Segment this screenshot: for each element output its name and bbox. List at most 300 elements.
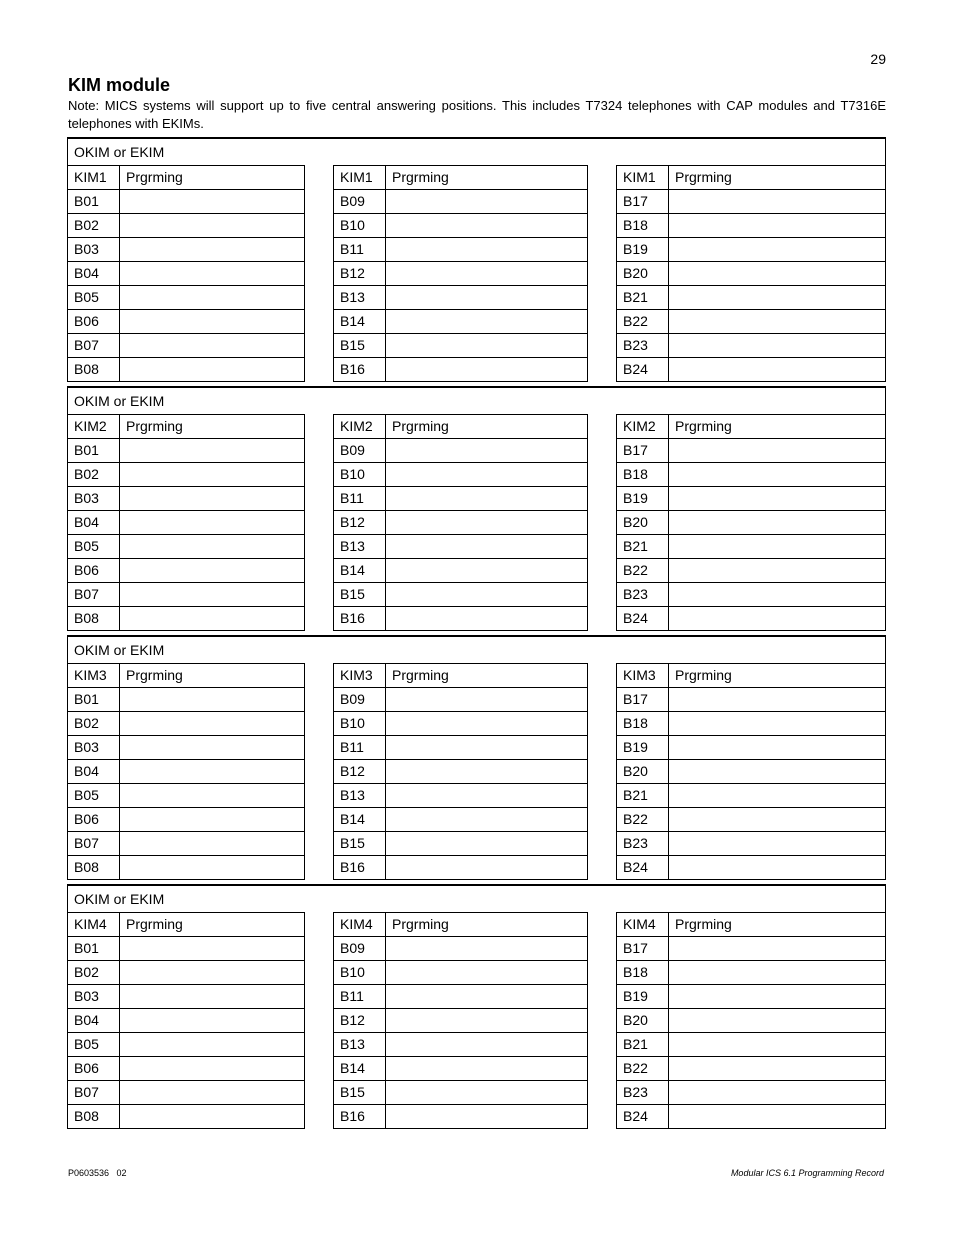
- table-row: [617, 1081, 886, 1105]
- button-number: B19: [617, 985, 669, 1009]
- button-number: B09: [334, 190, 386, 214]
- button-number: B04: [68, 1009, 120, 1033]
- button-number: B16: [334, 1105, 386, 1129]
- programming-entry-cell[interactable]: [120, 439, 305, 463]
- button-number: B17: [617, 190, 669, 214]
- programming-entry-cell[interactable]: [669, 334, 886, 358]
- button-number: B11: [334, 985, 386, 1009]
- button-number: B17: [617, 937, 669, 961]
- table-row: [334, 937, 588, 961]
- table-row: [334, 310, 588, 334]
- programming-entry-cell[interactable]: [669, 961, 886, 985]
- programming-entry-cell[interactable]: [669, 1033, 886, 1057]
- programming-entry-cell[interactable]: [120, 559, 305, 583]
- programming-entry-cell[interactable]: [669, 760, 886, 784]
- table-row: [617, 214, 886, 238]
- prgrming-label: Prgrming: [669, 166, 886, 190]
- table-row: [334, 1057, 588, 1081]
- programming-entry-cell[interactable]: [386, 535, 588, 559]
- button-number: B03: [68, 487, 120, 511]
- kim-label: KIM3: [334, 664, 386, 688]
- table-row: [617, 808, 886, 832]
- prgrming-label: Prgrming: [120, 415, 305, 439]
- button-number: B02: [68, 214, 120, 238]
- programming-entry-cell[interactable]: [120, 1033, 305, 1057]
- programming-entry-cell[interactable]: [120, 310, 305, 334]
- programming-entry-cell[interactable]: [386, 784, 588, 808]
- prgrming-label: Prgrming: [386, 166, 588, 190]
- button-number: B17: [617, 439, 669, 463]
- kim-label: KIM1: [68, 166, 120, 190]
- table-row: [334, 985, 588, 1009]
- table-row: [617, 463, 886, 487]
- table-row: [334, 238, 588, 262]
- table-row: [68, 511, 305, 535]
- table-row: [334, 583, 588, 607]
- table-row: [617, 286, 886, 310]
- prgrming-label: Prgrming: [669, 415, 886, 439]
- button-number: B04: [68, 760, 120, 784]
- button-number: B13: [334, 286, 386, 310]
- block-columns: [67, 414, 886, 631]
- button-number: B07: [68, 583, 120, 607]
- button-number: B07: [68, 1081, 120, 1105]
- table-row: [334, 784, 588, 808]
- programming-entry-cell[interactable]: [120, 511, 305, 535]
- programming-entry-cell[interactable]: [669, 511, 886, 535]
- kim-block: [67, 137, 886, 382]
- button-number: B21: [617, 286, 669, 310]
- kim-label: KIM4: [334, 913, 386, 937]
- programming-entry-cell[interactable]: [669, 985, 886, 1009]
- button-number: B10: [334, 214, 386, 238]
- table-row: [334, 1033, 588, 1057]
- table-header-row: [617, 415, 886, 439]
- kim-table: [333, 663, 588, 880]
- table-row: [68, 463, 305, 487]
- kim-table: [67, 165, 305, 382]
- programming-entry-cell[interactable]: [386, 961, 588, 985]
- kim-label: KIM1: [334, 166, 386, 190]
- prgrming-label: Prgrming: [120, 913, 305, 937]
- table-row: [68, 1057, 305, 1081]
- table-row: [334, 1081, 588, 1105]
- kim-label: KIM3: [68, 664, 120, 688]
- button-number: B12: [334, 760, 386, 784]
- table-row: [68, 760, 305, 784]
- table-row: [68, 583, 305, 607]
- table-header-row: [334, 913, 588, 937]
- kim-label: KIM1: [617, 166, 669, 190]
- button-number: B15: [334, 1081, 386, 1105]
- table-row: [334, 856, 588, 880]
- button-number: B02: [68, 712, 120, 736]
- button-number: B05: [68, 784, 120, 808]
- kim-table: [333, 912, 588, 1129]
- button-number: B06: [68, 559, 120, 583]
- programming-entry-cell[interactable]: [120, 688, 305, 712]
- table-row: [334, 334, 588, 358]
- kim-table: [67, 414, 305, 631]
- programming-entry-cell[interactable]: [386, 190, 588, 214]
- programming-entry-cell[interactable]: [120, 1105, 305, 1129]
- kim-block: [67, 386, 886, 631]
- programming-entry-cell[interactable]: [386, 439, 588, 463]
- table-row: [617, 1057, 886, 1081]
- button-number: B23: [617, 583, 669, 607]
- table-row: [68, 358, 305, 382]
- table-row: [617, 439, 886, 463]
- button-number: B07: [68, 832, 120, 856]
- programming-entry-cell[interactable]: [120, 463, 305, 487]
- button-number: B16: [334, 358, 386, 382]
- button-number: B06: [68, 808, 120, 832]
- table-row: [617, 535, 886, 559]
- programming-entry-cell[interactable]: [386, 736, 588, 760]
- programming-entry-cell[interactable]: [386, 463, 588, 487]
- programming-entry-cell[interactable]: [669, 262, 886, 286]
- table-row: [617, 310, 886, 334]
- programming-entry-cell[interactable]: [386, 286, 588, 310]
- programming-entry-cell[interactable]: [120, 1081, 305, 1105]
- table-row: [334, 760, 588, 784]
- button-number: B12: [334, 511, 386, 535]
- button-number: B21: [617, 535, 669, 559]
- table-row: [334, 358, 588, 382]
- programming-entry-cell[interactable]: [386, 559, 588, 583]
- table-row: [617, 985, 886, 1009]
- programming-entry-cell[interactable]: [386, 1105, 588, 1129]
- prgrming-label: Prgrming: [669, 664, 886, 688]
- table-row: [617, 487, 886, 511]
- button-number: B08: [68, 607, 120, 631]
- table-row: [617, 784, 886, 808]
- button-number: B20: [617, 262, 669, 286]
- programming-entry-cell[interactable]: [669, 238, 886, 262]
- button-number: B15: [334, 334, 386, 358]
- button-number: B10: [334, 463, 386, 487]
- programming-entry-cell[interactable]: [386, 262, 588, 286]
- button-number: B23: [617, 1081, 669, 1105]
- table-row: [334, 736, 588, 760]
- programming-entry-cell[interactable]: [120, 937, 305, 961]
- table-row: [334, 808, 588, 832]
- programming-entry-cell[interactable]: [669, 535, 886, 559]
- programming-entry-cell[interactable]: [669, 583, 886, 607]
- programming-entry-cell[interactable]: [669, 1057, 886, 1081]
- programming-entry-cell[interactable]: [669, 1009, 886, 1033]
- table-row: [617, 1105, 886, 1129]
- button-number: B09: [334, 439, 386, 463]
- programming-entry-cell[interactable]: [669, 487, 886, 511]
- table-row: [68, 559, 305, 583]
- programming-entry-cell[interactable]: [386, 238, 588, 262]
- programming-entry-cell[interactable]: [386, 1081, 588, 1105]
- table-row: [334, 463, 588, 487]
- programming-entry-cell[interactable]: [669, 688, 886, 712]
- programming-entry-cell[interactable]: [669, 190, 886, 214]
- button-number: B12: [334, 1009, 386, 1033]
- table-row: [617, 712, 886, 736]
- button-number: B19: [617, 238, 669, 262]
- table-row: [334, 712, 588, 736]
- programming-entry-cell[interactable]: [669, 559, 886, 583]
- programming-entry-cell[interactable]: [120, 358, 305, 382]
- button-number: B16: [334, 607, 386, 631]
- programming-entry-cell[interactable]: [669, 784, 886, 808]
- table-header-row: [334, 664, 588, 688]
- programming-entry-cell[interactable]: [386, 358, 588, 382]
- programming-entry-cell[interactable]: [386, 832, 588, 856]
- button-number: B20: [617, 511, 669, 535]
- programming-entry-cell[interactable]: [120, 262, 305, 286]
- table-row: [617, 961, 886, 985]
- programming-entry-cell[interactable]: [120, 784, 305, 808]
- button-number: B24: [617, 358, 669, 382]
- programming-entry-cell[interactable]: [669, 607, 886, 631]
- programming-entry-cell[interactable]: [669, 937, 886, 961]
- table-row: [334, 487, 588, 511]
- page-number: 29: [870, 51, 886, 67]
- programming-entry-cell[interactable]: [120, 334, 305, 358]
- programming-entry-cell[interactable]: [386, 985, 588, 1009]
- button-number: B04: [68, 262, 120, 286]
- programming-entry-cell[interactable]: [386, 1033, 588, 1057]
- programming-entry-cell[interactable]: [386, 487, 588, 511]
- programming-entry-cell[interactable]: [386, 583, 588, 607]
- prgrming-label: Prgrming: [386, 664, 588, 688]
- button-number: B03: [68, 736, 120, 760]
- table-header-row: [334, 166, 588, 190]
- table-row: [334, 559, 588, 583]
- note-text: Note: MICS systems will support up to five central answering positions. This includes T7324 telephones with CAP modules and T7316E telephones with EKIMs.: [68, 98, 886, 131]
- programming-entry-cell[interactable]: [120, 985, 305, 1009]
- table-row: [617, 607, 886, 631]
- button-number: B08: [68, 856, 120, 880]
- table-row: [334, 214, 588, 238]
- table-row: [68, 535, 305, 559]
- programming-entry-cell[interactable]: [120, 736, 305, 760]
- button-number: B08: [68, 1105, 120, 1129]
- programming-entry-cell[interactable]: [120, 832, 305, 856]
- programming-entry-cell[interactable]: [669, 832, 886, 856]
- kim-label: KIM3: [617, 664, 669, 688]
- table-row: [68, 214, 305, 238]
- table-row: [68, 238, 305, 262]
- table-row: [617, 1009, 886, 1033]
- table-row: [68, 985, 305, 1009]
- button-number: B10: [334, 961, 386, 985]
- button-number: B18: [617, 214, 669, 238]
- table-row: [334, 286, 588, 310]
- page-title: KIM module: [68, 75, 170, 95]
- table-row: [68, 439, 305, 463]
- programming-entry-cell[interactable]: [386, 856, 588, 880]
- programming-entry-cell[interactable]: [386, 760, 588, 784]
- programming-entry-cell[interactable]: [669, 808, 886, 832]
- prgrming-label: Prgrming: [120, 664, 305, 688]
- block-header: OKIM or EKIM: [67, 388, 886, 414]
- programming-entry-cell[interactable]: [669, 1081, 886, 1105]
- kim-table: [616, 912, 886, 1129]
- programming-entry-cell[interactable]: [669, 463, 886, 487]
- table-row: [617, 190, 886, 214]
- programming-entry-cell[interactable]: [386, 688, 588, 712]
- programming-entry-cell[interactable]: [120, 190, 305, 214]
- programming-entry-cell[interactable]: [386, 1009, 588, 1033]
- kim-table: [333, 165, 588, 382]
- kim-label: KIM4: [68, 913, 120, 937]
- kim-label: KIM2: [617, 415, 669, 439]
- table-row: [68, 688, 305, 712]
- programming-entry-cell[interactable]: [386, 808, 588, 832]
- kim-table: [616, 414, 886, 631]
- programming-entry-cell[interactable]: [120, 961, 305, 985]
- block-header: OKIM or EKIM: [67, 886, 886, 912]
- prgrming-label: Prgrming: [120, 166, 305, 190]
- programming-entry-cell[interactable]: [120, 808, 305, 832]
- button-number: B12: [334, 262, 386, 286]
- button-number: B08: [68, 358, 120, 382]
- programming-entry-cell[interactable]: [669, 439, 886, 463]
- button-number: B01: [68, 688, 120, 712]
- table-row: [617, 334, 886, 358]
- programming-entry-cell[interactable]: [386, 937, 588, 961]
- programming-entry-cell[interactable]: [120, 1057, 305, 1081]
- programming-entry-cell[interactable]: [669, 358, 886, 382]
- table-row: [617, 937, 886, 961]
- button-number: B02: [68, 463, 120, 487]
- table-header-row: [68, 166, 305, 190]
- table-row: [617, 688, 886, 712]
- button-number: B14: [334, 310, 386, 334]
- button-number: B19: [617, 487, 669, 511]
- button-number: B22: [617, 310, 669, 334]
- table-row: [617, 238, 886, 262]
- table-row: [617, 358, 886, 382]
- programming-entry-cell[interactable]: [669, 214, 886, 238]
- block-header: OKIM or EKIM: [67, 139, 886, 165]
- kim-label: KIM2: [334, 415, 386, 439]
- programming-entry-cell[interactable]: [669, 310, 886, 334]
- programming-entry-cell[interactable]: [120, 487, 305, 511]
- prgrming-label: Prgrming: [386, 415, 588, 439]
- button-number: B24: [617, 856, 669, 880]
- kim-block: [67, 884, 886, 1129]
- button-number: B22: [617, 808, 669, 832]
- programming-entry-cell[interactable]: [120, 712, 305, 736]
- button-number: B20: [617, 1009, 669, 1033]
- table-row: [617, 832, 886, 856]
- button-number: B23: [617, 832, 669, 856]
- table-header-row: [617, 913, 886, 937]
- footer-doc-number: P0603536 02: [68, 1168, 127, 1178]
- button-number: B11: [334, 487, 386, 511]
- table-row: [68, 1081, 305, 1105]
- button-number: B13: [334, 784, 386, 808]
- button-number: B24: [617, 1105, 669, 1129]
- table-row: [68, 487, 305, 511]
- button-number: B03: [68, 238, 120, 262]
- table-row: [68, 190, 305, 214]
- button-number: B09: [334, 688, 386, 712]
- prgrming-label: Prgrming: [669, 913, 886, 937]
- programming-entry-cell[interactable]: [669, 286, 886, 310]
- table-header-row: [68, 415, 305, 439]
- table-row: [68, 808, 305, 832]
- programming-entry-cell[interactable]: [120, 583, 305, 607]
- kim-block: [67, 635, 886, 880]
- programming-entry-cell[interactable]: [120, 856, 305, 880]
- button-number: B14: [334, 1057, 386, 1081]
- kim-table: [67, 663, 305, 880]
- table-row: [617, 511, 886, 535]
- button-number: B21: [617, 784, 669, 808]
- programming-entry-cell[interactable]: [120, 214, 305, 238]
- table-row: [334, 439, 588, 463]
- button-number: B13: [334, 535, 386, 559]
- programming-entry-cell[interactable]: [669, 712, 886, 736]
- kim-table: [616, 165, 886, 382]
- programming-entry-cell[interactable]: [669, 856, 886, 880]
- button-number: B11: [334, 736, 386, 760]
- table-row: [334, 1009, 588, 1033]
- programming-entry-cell[interactable]: [386, 214, 588, 238]
- programming-entry-cell[interactable]: [386, 607, 588, 631]
- programming-entry-cell[interactable]: [386, 712, 588, 736]
- programming-entry-cell[interactable]: [669, 736, 886, 760]
- kim-table: [616, 663, 886, 880]
- programming-entry-cell[interactable]: [120, 607, 305, 631]
- table-row: [617, 559, 886, 583]
- table-row: [617, 1033, 886, 1057]
- block-header: OKIM or EKIM: [67, 637, 886, 663]
- prgrming-label: Prgrming: [386, 913, 588, 937]
- table-row: [68, 1105, 305, 1129]
- kim-table: [333, 414, 588, 631]
- button-number: B15: [334, 832, 386, 856]
- button-number: B04: [68, 511, 120, 535]
- programming-entry-cell[interactable]: [120, 238, 305, 262]
- button-number: B14: [334, 808, 386, 832]
- button-number: B13: [334, 1033, 386, 1057]
- button-number: B05: [68, 286, 120, 310]
- programming-entry-cell[interactable]: [120, 535, 305, 559]
- programming-entry-cell[interactable]: [386, 334, 588, 358]
- programming-entry-cell[interactable]: [386, 310, 588, 334]
- programming-entry-cell[interactable]: [386, 511, 588, 535]
- table-row: [68, 1009, 305, 1033]
- table-row: [334, 190, 588, 214]
- programming-entry-cell[interactable]: [120, 1009, 305, 1033]
- table-row: [334, 262, 588, 286]
- button-number: B09: [334, 937, 386, 961]
- table-row: [68, 1033, 305, 1057]
- button-number: B23: [617, 334, 669, 358]
- button-number: B02: [68, 961, 120, 985]
- block-columns: [67, 912, 886, 1129]
- button-number: B18: [617, 961, 669, 985]
- table-row: [334, 688, 588, 712]
- programming-entry-cell[interactable]: [386, 1057, 588, 1081]
- programming-entry-cell[interactable]: [120, 286, 305, 310]
- programming-entry-cell[interactable]: [669, 1105, 886, 1129]
- button-number: B07: [68, 334, 120, 358]
- table-row: [617, 760, 886, 784]
- table-header-row: [617, 664, 886, 688]
- table-header-row: [68, 664, 305, 688]
- programming-entry-cell[interactable]: [120, 760, 305, 784]
